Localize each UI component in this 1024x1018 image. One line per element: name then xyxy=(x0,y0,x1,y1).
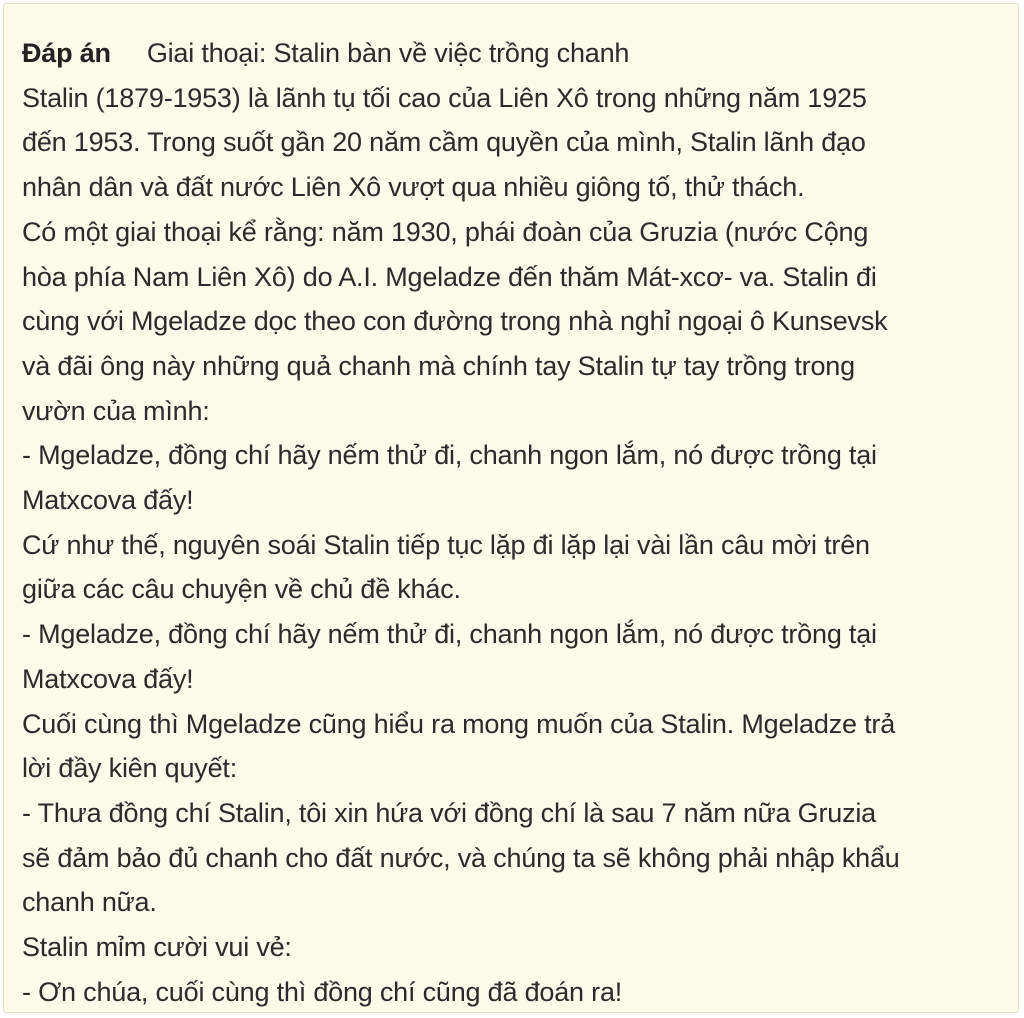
text-line: - Mgeladze, đồng chí hãy nếm thử đi, chanh ngon lắm, nó được trồng tại xyxy=(22,440,877,471)
text-line: cùng với Mgeladze dọc theo con đường trong nhà nghỉ ngoại ô Kunsevsk xyxy=(22,306,888,337)
answer-content xyxy=(22,31,1012,1014)
text-line: - Thưa đồng chí Stalin, tôi xin hứa với đồng chí là sau 7 năm nữa Gruzia xyxy=(22,797,876,828)
text-line: lời đầy kiên quyết: xyxy=(22,753,238,784)
text-line: Cuối cùng thì Mgeladze cũng hiểu ra mong muốn của Stalin. Mgeladze trả xyxy=(22,708,896,739)
text-line: và đãi ông này những quả chanh mà chính tay Stalin tự tay trồng trong xyxy=(22,350,855,381)
text-line: đến 1953. Trong suốt gần 20 năm cầm quyền của mình, Stalin lãnh đạo xyxy=(22,127,866,158)
text-line: Stalin (1879-1953) là lãnh tụ tối cao của Liên Xô trong những năm 1925 xyxy=(22,82,867,113)
text-line: Matxcova đấy! xyxy=(22,485,194,516)
text-line: nhân dân và đất nước Liên Xô vượt qua nhiều giông tố, thử thách. xyxy=(22,172,805,203)
text-line: sẽ đảm bảo đủ chanh cho đất nước, và chúng ta sẽ không phải nhập khẩu xyxy=(22,842,900,873)
text-line: - Mgeladze, đồng chí hãy nếm thử đi, chanh ngon lắm, nó được trồng tại xyxy=(22,619,877,650)
answer-label: Đáp án xyxy=(22,38,111,68)
answer-panel xyxy=(3,3,1019,1013)
text-line: Matxcova đấy! xyxy=(22,663,194,694)
answer-header xyxy=(22,31,1012,76)
text-line: Stalin mỉm cười vui vẻ: xyxy=(22,932,292,963)
text-line: Cứ như thế, nguyên soái Stalin tiếp tục lặp đi lặp lại vài lần câu mời trên xyxy=(22,529,870,560)
story-title: Giai thoại: Stalin bàn về việc trồng chanh xyxy=(146,38,630,68)
text-line: chanh nữa. xyxy=(22,887,157,918)
text-line: - Ơn chúa, cuối cùng thì đồng chí cũng đã đoán ra! xyxy=(22,976,623,1007)
text-line: hòa phía Nam Liên Xô) do A.I. Mgeladze đến thăm Mát-xcơ- va. Stalin đi xyxy=(22,261,877,292)
text-line: Có một giai thoại kể rằng: năm 1930, phái đoàn của Gruzia (nước Cộng xyxy=(22,216,869,247)
text-line: vườn của mình: xyxy=(22,395,210,426)
text-line: giữa các câu chuyện về chủ đề khác. xyxy=(22,574,461,605)
